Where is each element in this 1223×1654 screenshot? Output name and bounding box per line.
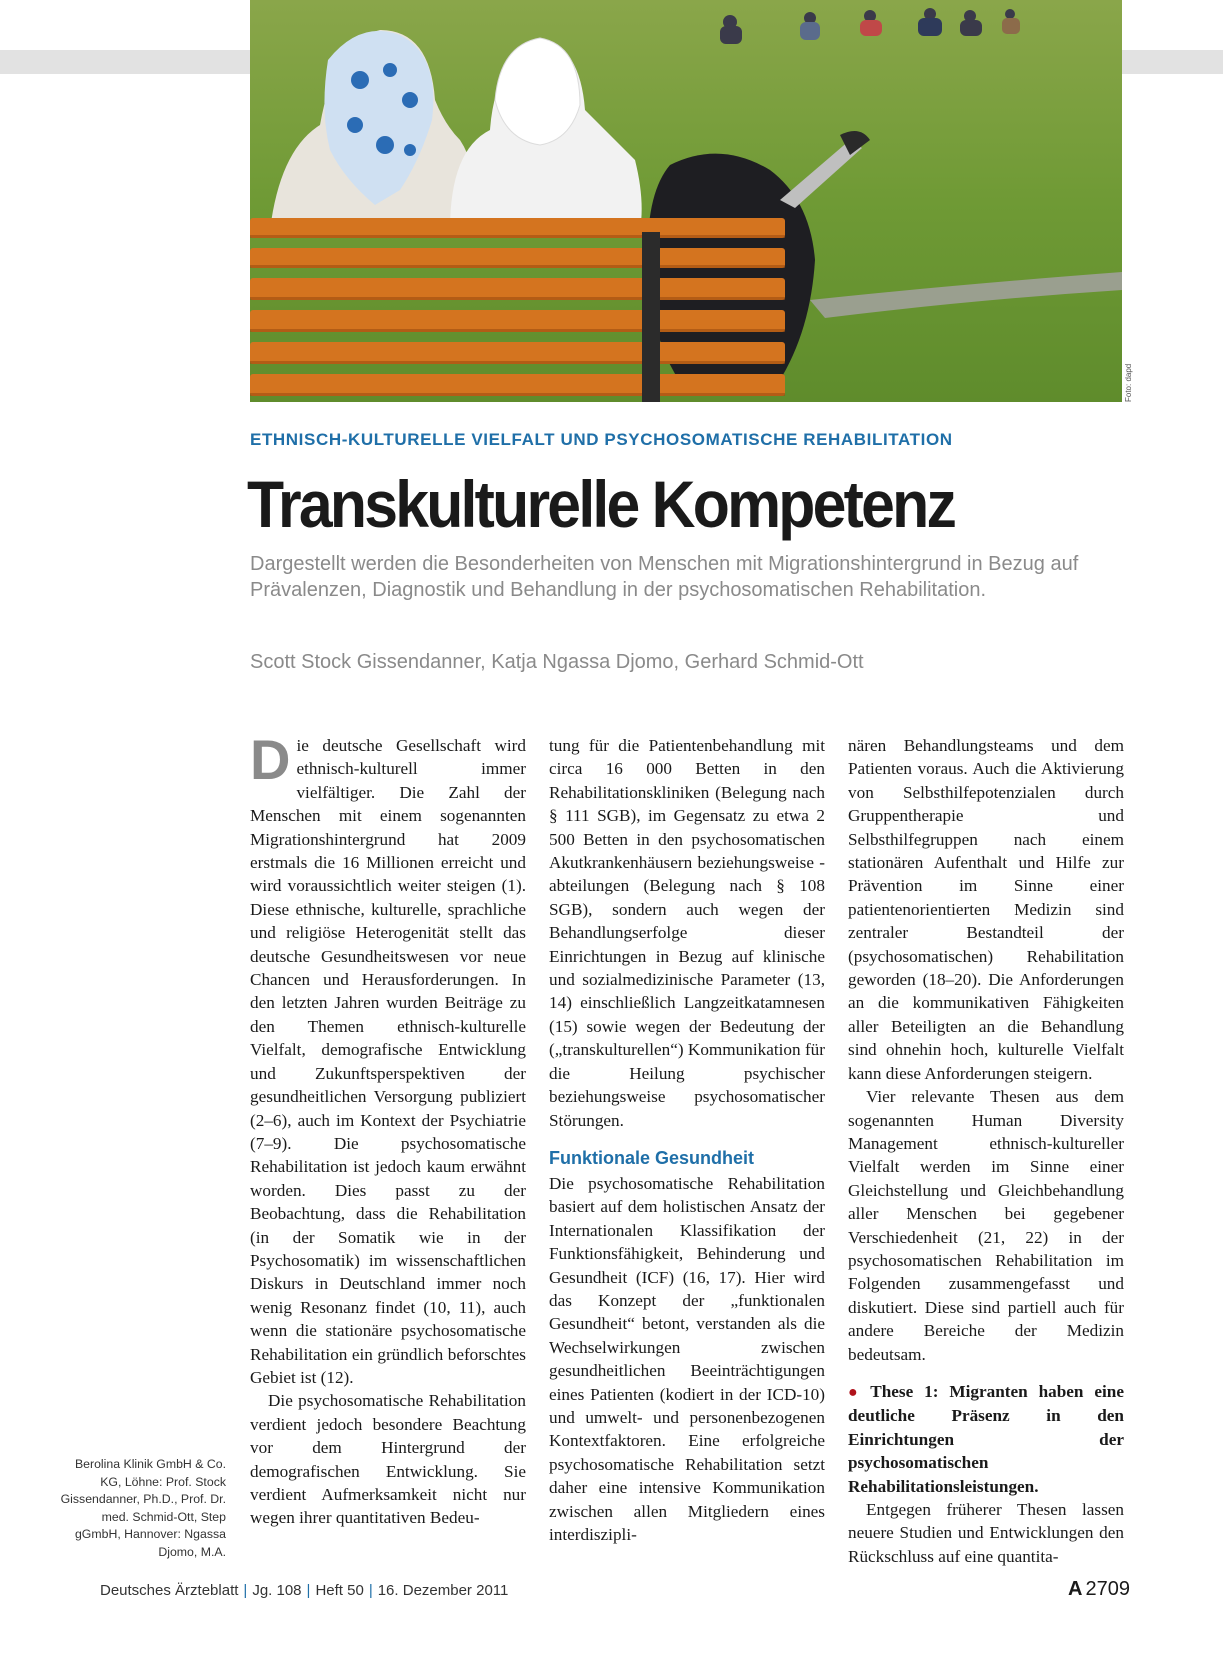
park-bench-illustration bbox=[250, 0, 1122, 402]
paragraph-6: Vier relevante Thesen aus dem sogenannten Human Diversity Management ethnisch-kultureller Vielfalt werden im Sinne einer Gleichstellung und Gleichbehandlung aller Menschen bei gegebener Verschiedenheit (21, 22) in der psychosomatischen Rehabilitation im Folgenden zusammengefasst und diskutiert. Diese sind partiell auch für andere Bereiche der Medizin bedeutsam. bbox=[848, 1087, 1124, 1364]
bullet-icon: ● bbox=[848, 1383, 865, 1401]
issue-date: 16. Dezember 2011 bbox=[377, 1582, 509, 1599]
article-kicker: ETHNISCH-KULTURELLE VIELFALT UND PSYCHOSOMATISCHE REHABILITATION bbox=[250, 430, 953, 449]
paragraph-3: tung für die Patientenbehandlung mit circa 16 000 Betten in den Rehabilitationskliniken (Belegung nach § 111 SGB), im Gegensatz zu etwa 2 500 Betten in den psychosomatischen Akutkrankenhäusern beziehungsweise -abteilungen (Belegung nach § 108 SGB), sondern auch wegen der Behandlungserfolge dieser Einrichtungen in Bezug auf klinische und sozialmedizinische Parameter (13, 14) einschließlich Langzeitkatamnesen (15) sowie wegen der Bedeutung der („transkulturellen“) Kommunikation für die Heilung psychischer beziehungsweise psychosomatischer Störungen. bbox=[549, 736, 825, 1130]
article-title: Transkulturelle Kompetenz bbox=[247, 467, 955, 541]
photo-credit: Foto: dapd bbox=[1124, 363, 1133, 402]
volume: Jg. 108 bbox=[252, 1582, 302, 1599]
top-band-left bbox=[0, 50, 250, 74]
page-number-value: 2709 bbox=[1085, 1578, 1130, 1600]
paragraph-5: nären Behandlungsteams und dem Patienten voraus. Auch die Aktivierung von Selbsthilfepotenzialen durch Gruppentherapie und Selbsthilfegruppen nach einem stationären Aufenthalt und Hilfe zur Prävention im Sinne einer patientenorientierten Medizin sind zentraler Bestandteil der (psychosomatischen) Rehabilitation geworden (18–20). Die Anforderungen an die kommunikativen Fähigkeiten aller Beteiligten an die Behandlung sind ohnehin hoch, kulturelle Vielfalt kann diese Anforderungen steigern. bbox=[848, 736, 1124, 1083]
page-number bbox=[1068, 1578, 1130, 1601]
journal-name: Deutsches Ärzteblatt bbox=[100, 1582, 239, 1599]
thesis-1-text: These 1: Migranten haben eine deutliche Präsenz in den Einrichtungen der psychosomatischen Rehabilitationsleistungen. bbox=[848, 1381, 1124, 1496]
text-column-2 bbox=[549, 734, 825, 1546]
separator: | bbox=[306, 1582, 311, 1599]
article-photo bbox=[250, 0, 1122, 402]
paragraph-7: Entgegen früherer Thesen lassen neuere Studien und Entwicklungen den Rückschluss auf eine quantita- bbox=[848, 1500, 1124, 1566]
text-column-3 bbox=[848, 734, 1124, 1568]
paragraph-4: Die psychosomatische Rehabilitation basiert auf dem holistischen Ansatz der Internationalen Klassifikation der Funktionsfähigkeit, Behinderung und Gesundheit (ICF) (16, 17). Hier wird das Konzept der „funktionalen Gesundheit“ betont, verstanden als die Wechselwirkungen zwischen gesundheitlichen Beeinträchtigungen eines Patienten (kodiert in der ICD-10) und umwelt- und personenbezogenen Kontextfaktoren. Eine erfolgreiche psychosomatische Rehabilitation setzt daher eine intensive Kommunikation zwischen allen Mitgliedern eines interdiszipli- bbox=[549, 1173, 825, 1544]
issue: Heft 50 bbox=[315, 1582, 364, 1599]
page-footer bbox=[100, 1582, 508, 1599]
author-affiliation: Berolina Klinik GmbH & Co. KG, Löhne: Prof. Stock Gissendanner, Ph.D., Prof. Dr. med. Schmid-Ott, Step gGmbH, Hannover: Ngassa Djomo, M.A. bbox=[60, 1457, 226, 1559]
section-heading: Funktionale Gesundheit bbox=[549, 1147, 755, 1168]
article-lead: Dargestellt werden die Besonderheiten von Menschen mit Migrationshintergrund in Bezug auf Prävalenzen, Diagnostik und Behandlung in der psychosomatischen Rehabilitation. bbox=[250, 553, 1079, 601]
separator: | bbox=[243, 1582, 248, 1599]
paragraph-2: Die psychosomatische Rehabilitation verdient jedoch besondere Beachtung vor dem Hintergrund der demografischen Entwicklung. Sie verdient Aufmerksamkeit nicht nur wegen ihrer quantitativen Bedeu- bbox=[250, 1391, 526, 1528]
text-column-1 bbox=[250, 728, 526, 1530]
top-band-right bbox=[1122, 50, 1223, 74]
paragraph-intro-text: ie deutsche Gesellschaft wird ethnisch-kulturell immer vielfältiger. Die Zahl der Menschen mit einem sogenannten Migrationshintergrund hat 2009 erstmals die 16 Millionen erreicht und wird voraussichtlich weiter steigen (1). Diese ethnische, kulturelle, sprachliche und religiöse Heterogenität stellt das deutsche Gesundheitswesen vor neue Chancen und Herausforderungen. In den letzten Jahren wurden Beiträge zu den Themen ethnisch-kulturelle Vielfalt, demografische Entwicklung und Zukunftsperspektiven der gesundheitlichen Versorgung publiziert (2–6), auch im Kontext der Psychiatrie (7–9). Die psychosomatische Rehabilitation ist jedoch kaum erwähnt worden. Dies passt zu der Beobachtung, dass die Rehabilitation (in der Somatik wie in der Psychosomatik) im wissenschaftlichen Diskurs in Deutschland immer noch wenig Resonanz findet (10, 11), auch wenn die stationäre psychosomatische Rehabilitation ein gründlich beforschtes Gebiet ist (12). bbox=[250, 736, 526, 1387]
article-authors: Scott Stock Gissendanner, Katja Ngassa Djomo, Gerhard Schmid-Ott bbox=[250, 651, 864, 673]
page-prefix: A bbox=[1068, 1578, 1083, 1600]
thesis-1 bbox=[848, 1380, 1124, 1498]
drop-cap: D bbox=[250, 728, 291, 791]
separator: | bbox=[368, 1582, 373, 1599]
paragraph-intro bbox=[250, 728, 526, 1389]
